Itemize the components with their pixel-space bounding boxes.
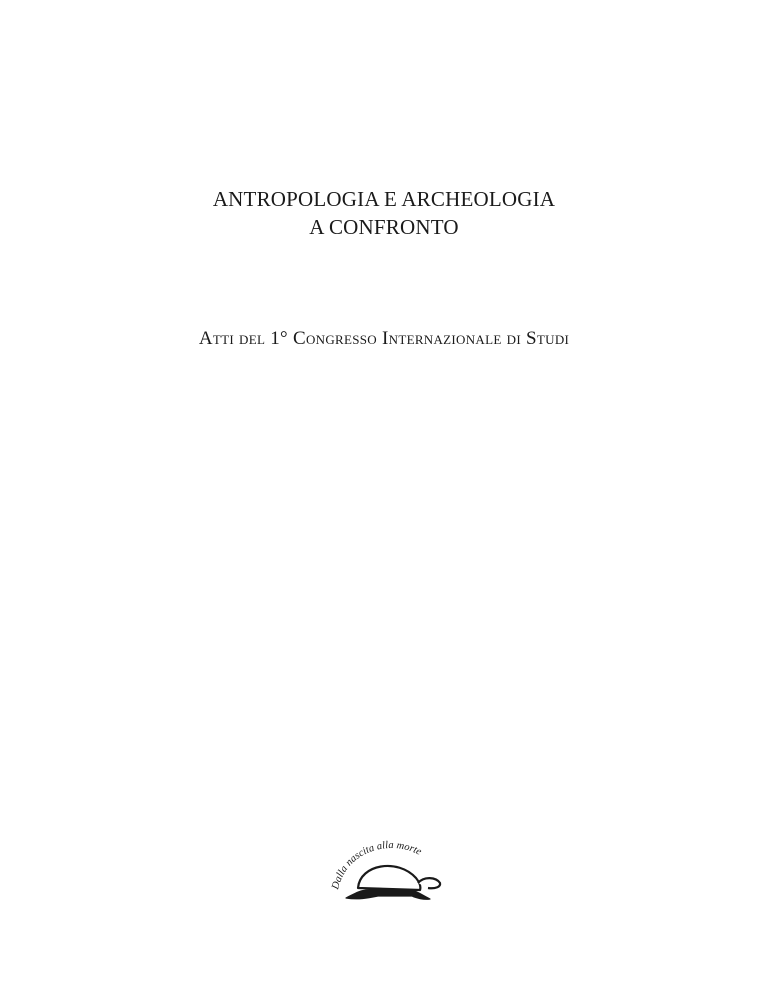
- turtle-icon: [320, 820, 450, 910]
- title-line-2: A CONFRONTO: [309, 215, 459, 239]
- book-subtitle: Atti del 1° Congresso Internazionale di Studi: [198, 328, 570, 349]
- publisher-logo: [320, 820, 450, 910]
- logo-motto: Dalla nascita alla morte: [330, 840, 424, 891]
- book-title: [0, 185, 768, 241]
- title-line-1: ANTROPOLOGIA E ARCHEOLOGIA: [212, 187, 556, 211]
